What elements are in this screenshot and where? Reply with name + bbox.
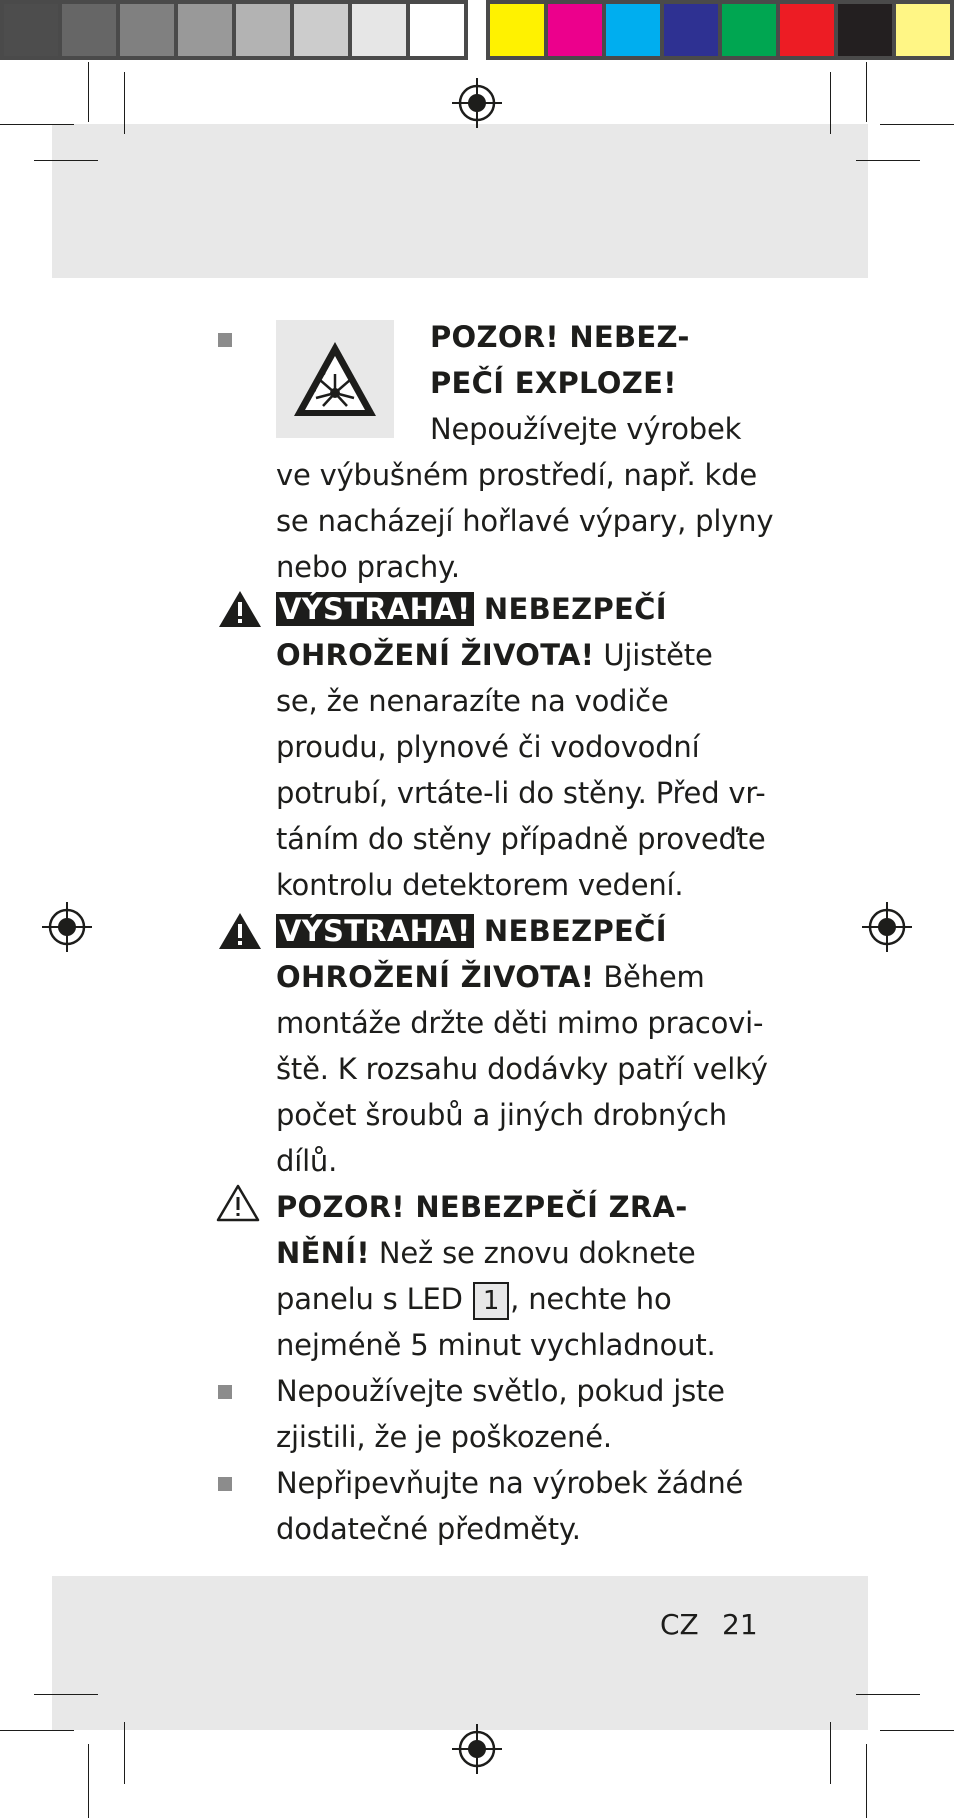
registration-mark-icon <box>452 78 502 128</box>
warning2-text-line3: montáže držte děti mimo pracovi- <box>276 1006 764 1040</box>
warning1-title-line2 <box>276 632 713 678</box>
calibration-swatch <box>896 4 950 56</box>
registration-mark-icon <box>42 902 92 952</box>
caution-title-part2: NĚNÍ! <box>276 1236 370 1270</box>
warning1-text-line3: se, že nenarazíte na vodiče <box>276 684 669 718</box>
warning1-text-line5: potrubí, vrtáte-li do stěny. Před vr- <box>276 776 766 810</box>
gray-calibration-bar <box>0 0 468 60</box>
bullet1-line1: Nepoužívejte světlo, pokud jste <box>276 1374 725 1408</box>
explosion-warning-icon <box>276 320 394 438</box>
bullet-marker <box>218 333 232 347</box>
explosion-text-line4: nebo prachy. <box>276 550 460 584</box>
calibration-swatch <box>62 4 116 56</box>
warning1-text-line6: táním do stěny případně proveďte <box>276 822 766 856</box>
explosion-text-line1: Nepoužívejte výrobek <box>430 412 742 446</box>
header-band <box>52 124 868 278</box>
warning1-label: VÝSTRAHA! <box>276 592 474 626</box>
calibration-swatch <box>548 4 602 56</box>
explosion-title-line1: POZOR! NEBEZ- <box>430 320 690 354</box>
warning2-title-part2: OHROŽENÍ ŽIVOTA! <box>276 960 595 994</box>
warning-triangle-filled-icon <box>218 912 262 950</box>
warning-triangle-outline-icon <box>216 1184 260 1222</box>
warning2-title-line2 <box>276 954 705 1000</box>
footer-language: CZ <box>660 1608 699 1641</box>
calibration-swatch <box>4 4 58 56</box>
explosion-text-line3: se nacházejí hořlavé výpary, plyny <box>276 504 774 538</box>
calibration-swatch <box>780 4 834 56</box>
caution-line3-pre: panelu s LED <box>276 1282 472 1316</box>
footer-band <box>52 1576 868 1730</box>
color-calibration-bar <box>486 0 954 60</box>
calibration-swatch <box>236 4 290 56</box>
calibration-swatch <box>606 4 660 56</box>
bullet-marker <box>218 1385 232 1399</box>
caution-line3-post: , nechte ho <box>510 1282 672 1316</box>
warning1-title-part1: NEBEZPEČÍ <box>473 592 667 626</box>
calibration-swatch <box>838 4 892 56</box>
registration-mark-icon <box>862 902 912 952</box>
calibration-swatch <box>178 4 232 56</box>
registration-mark-icon <box>452 1724 502 1774</box>
caution-text-line4: nejméně 5 minut vychladnout. <box>276 1328 716 1362</box>
warning-triangle-filled-icon <box>218 590 262 628</box>
calibration-swatch <box>120 4 174 56</box>
warning1-title-part2: OHROŽENÍ ŽIVOTA! <box>276 638 595 672</box>
warning1-text-line7: kontrolu detektorem vedení. <box>276 868 684 902</box>
warning1-line2-rest: Ujistěte <box>594 638 713 672</box>
bullet-marker <box>218 1477 232 1491</box>
calibration-swatch <box>294 4 348 56</box>
led-panel-reference: 1 <box>473 1282 509 1320</box>
warning1-title-line1 <box>276 586 667 632</box>
caution-title-line1: POZOR! NEBEZPEČÍ ZRA- <box>276 1190 688 1224</box>
calibration-swatch <box>722 4 776 56</box>
warning2-text-line4: ště. K rozsahu dodávky patří velký <box>276 1052 768 1086</box>
calibration-swatch <box>490 4 544 56</box>
warning2-label: VÝSTRAHA! <box>276 914 474 948</box>
page-number: 21 <box>722 1608 758 1641</box>
warning2-line2-rest: Během <box>594 960 705 994</box>
calibration-swatch <box>352 4 406 56</box>
calibration-swatch <box>664 4 718 56</box>
warning2-title-part1: NEBEZPEČÍ <box>473 914 667 948</box>
caution-line2-rest: Než se znovu doknete <box>369 1236 696 1270</box>
caution-title-line2 <box>276 1230 696 1276</box>
calibration-swatch <box>410 4 464 56</box>
warning2-text-line6: dílů. <box>276 1144 338 1178</box>
warning1-text-line4: proudu, plynové či vodovodní <box>276 730 700 764</box>
warning2-title-line1 <box>276 908 667 954</box>
warning2-text-line5: počet šroubů a jiných drobných <box>276 1098 727 1132</box>
bullet2-line2: dodatečné předměty. <box>276 1512 581 1546</box>
caution-text-line3 <box>276 1276 672 1322</box>
bullet2-line1: Nepřipevňujte na výrobek žádné <box>276 1466 744 1500</box>
explosion-text-line2: ve výbušném prostředí, např. kde <box>276 458 757 492</box>
bullet1-line2: zjistili, že je poškozené. <box>276 1420 612 1454</box>
explosion-title-line2: PEČÍ EXPLOZE! <box>430 366 677 400</box>
